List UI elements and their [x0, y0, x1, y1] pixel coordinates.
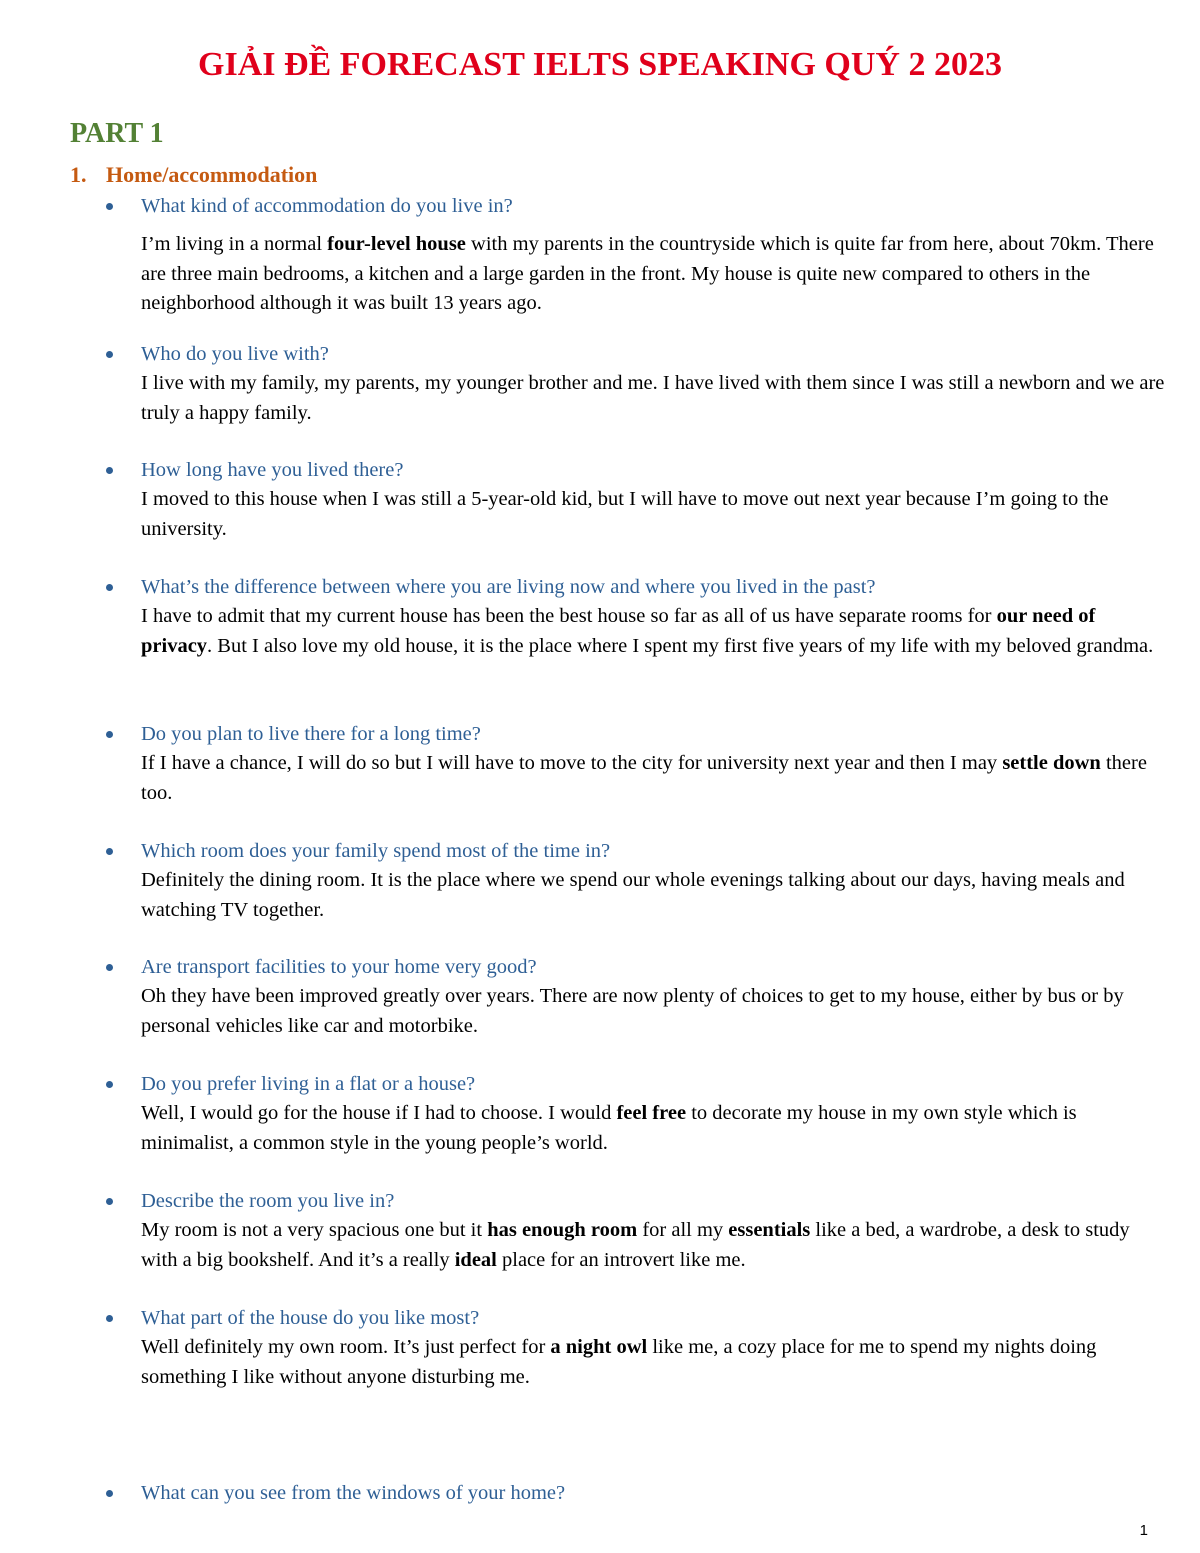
question-text: Which room does your family spend most of the time in? — [141, 840, 611, 862]
bullet-icon — [106, 964, 113, 971]
question-text: Do you plan to live there for a long time? — [141, 723, 481, 745]
document-title: GIẢI ĐỀ FORECAST IELTS SPEAKING QUÝ 2 2023 — [198, 46, 1002, 83]
answer — [106, 230, 1166, 319]
question — [106, 953, 1166, 982]
question — [106, 1304, 1166, 1333]
answer-keyword: ideal — [454, 1248, 497, 1271]
part-heading: PART 1 — [70, 118, 164, 149]
bullet-icon — [106, 731, 113, 738]
answer-text: there too. — [141, 752, 1147, 804]
answer — [106, 866, 1166, 925]
question-text: What’s the difference between where you are living now and where you lived in the past? — [141, 576, 876, 598]
answer — [106, 1216, 1166, 1275]
bullet-icon — [106, 1490, 113, 1497]
question-text: What can you see from the windows of your home? — [141, 1482, 566, 1504]
answer-text: with my parents in the countryside which is quite far from here, about 70km. There are three main bedrooms, a kitchen and a large garden in the front. My house is quite new compared to others in the neighborhood although it was built 13 years ago. — [141, 233, 1154, 314]
answer-text: Well definitely my own room. It’s just perfect for — [141, 1336, 551, 1358]
section-label: Home/accommodation — [106, 162, 318, 187]
question — [106, 456, 1166, 485]
answer-text: like me, a cozy place for me to spend my nights doing something I like without anyone disturbing me. — [141, 1336, 1097, 1388]
qa-item — [106, 340, 1166, 428]
qa-item — [106, 1304, 1166, 1392]
answer — [106, 602, 1166, 661]
answer — [106, 1099, 1166, 1158]
answer-text: If I have a chance, I will do so but I will have to move to the city for university next year and then I may — [141, 752, 1003, 774]
answer — [106, 982, 1166, 1041]
answer-keyword: essentials — [728, 1219, 811, 1241]
answer-keyword: four-level house — [327, 233, 466, 255]
qa-item — [106, 720, 1166, 808]
qa-item — [106, 192, 1166, 319]
question-text: Are transport facilities to your home very good? — [141, 956, 537, 978]
answer-text: like a bed, a wardrobe, a desk to study with a big bookshelf. And it’s a really — [141, 1219, 1130, 1271]
answer-text: I moved to this house when I was still a 5-year-old kid, but I will have to move out next year because I’m going to the university. — [141, 488, 1109, 540]
question-text: Describe the room you live in? — [141, 1190, 395, 1212]
section-number: 1. — [70, 162, 87, 187]
answer-text: to decorate my house in my own style which is minimalist, a common style in the young people’s world. — [141, 1102, 1077, 1154]
answer-text: for all my — [637, 1219, 729, 1241]
answer-text: My room is not a very spacious one but it — [141, 1219, 488, 1241]
question-text: What part of the house do you like most? — [141, 1307, 480, 1329]
bullet-icon — [106, 584, 113, 591]
qa-item — [106, 1070, 1166, 1158]
question — [106, 1187, 1166, 1216]
qa-item — [106, 837, 1166, 925]
question — [106, 340, 1166, 369]
answer-text: I’m living in a normal — [141, 233, 328, 255]
qa-item — [106, 1479, 1166, 1508]
answer — [106, 749, 1166, 808]
bullet-icon — [106, 467, 113, 474]
bullet-icon — [106, 1081, 113, 1088]
question — [106, 1070, 1166, 1099]
page-number: 1 — [1139, 1522, 1148, 1539]
answer-text: Definitely the dining room. It is the place where we spend our whole evenings talking about our days, having meals and watching TV together. — [141, 869, 1125, 921]
question-text: Do you prefer living in a flat or a house? — [141, 1073, 476, 1095]
answer-keyword: settle down — [1002, 752, 1101, 774]
answer-text: Well, I would go for the house if I had to choose. I would — [141, 1102, 617, 1124]
question-text: What kind of accommodation do you live in? — [141, 195, 513, 217]
answer — [106, 485, 1166, 544]
answer-text: I have to admit that my current house has been the best house so far as all of us have separate rooms for — [141, 605, 997, 627]
answer — [106, 369, 1166, 428]
qa-item — [106, 1187, 1166, 1275]
answer-text: I live with my family, my parents, my younger brother and me. I have lived with them since I was still a newborn and we are truly a happy family. — [141, 372, 1165, 424]
bullet-icon — [106, 351, 113, 358]
qa-item — [106, 456, 1166, 544]
qa-item — [106, 573, 1166, 661]
question — [106, 837, 1166, 866]
question-text: Who do you live with? — [141, 343, 329, 365]
answer-text: Oh they have been improved greatly over years. There are now plenty of choices to get to my house, either by bus or by personal vehicles like car and motorbike. — [141, 985, 1124, 1037]
answer-text: place for an introvert like me. — [496, 1248, 746, 1271]
answer-keyword: our need of privacy — [141, 605, 1096, 657]
section-heading — [70, 162, 317, 188]
answer-text: . But I also love my old house, it is the place where I spent my first five years of my life with my beloved grandma. — [207, 634, 1154, 657]
bullet-icon — [106, 848, 113, 855]
answer — [106, 1333, 1166, 1392]
question — [106, 720, 1166, 749]
question — [106, 192, 1166, 221]
qa-item — [106, 953, 1166, 1041]
answer-keyword: has enough room — [487, 1219, 638, 1241]
question — [106, 573, 1166, 602]
bullet-icon — [106, 1315, 113, 1322]
bullet-icon — [106, 203, 113, 210]
question-text: How long have you lived there? — [141, 459, 404, 481]
question — [106, 1479, 1166, 1508]
answer-keyword: a night owl — [550, 1336, 648, 1358]
answer-keyword: feel free — [616, 1102, 687, 1124]
bullet-icon — [106, 1198, 113, 1205]
